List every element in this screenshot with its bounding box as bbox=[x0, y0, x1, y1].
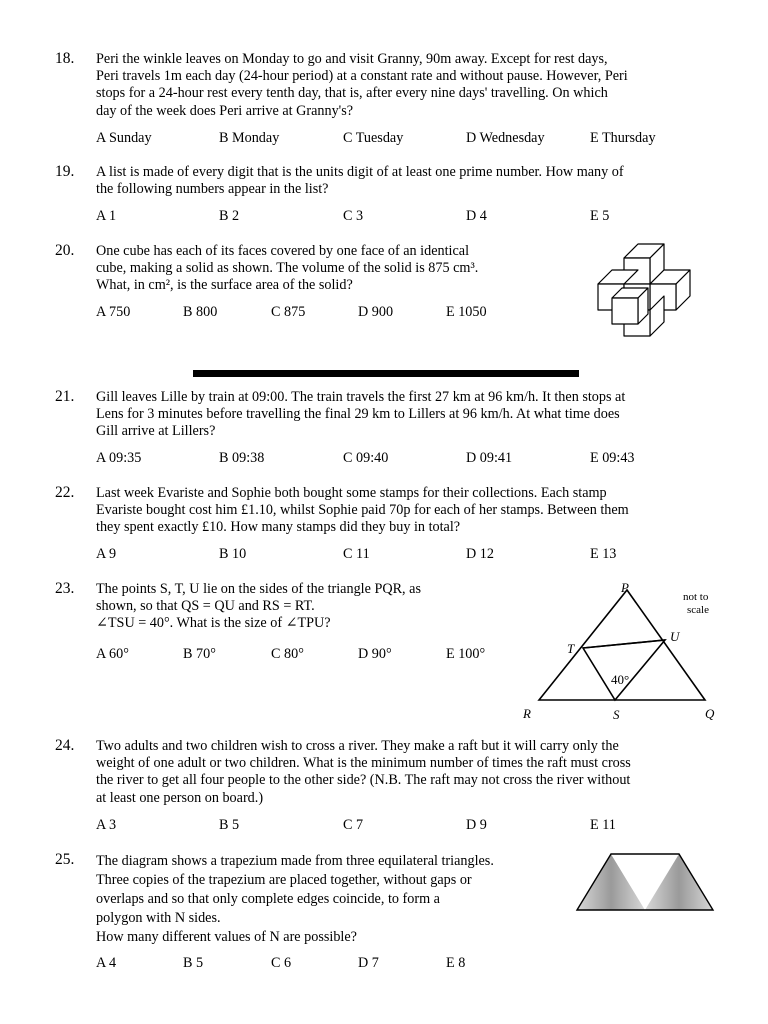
question-number: 20. bbox=[55, 242, 75, 259]
question-text: Last week Evariste and Sophie both bought some stamps for their collections. Each stamp Evariste bought cost him £1.10, whilst Sophie paid 70p for each of her stamps. Between them they spent exactly £10. How many stamps did they buy in total? bbox=[96, 485, 629, 536]
option-c: C 3 bbox=[343, 208, 364, 224]
option-d: D 12 bbox=[466, 546, 494, 562]
option-d: D Wednesday bbox=[466, 130, 545, 146]
triangle-pqr-diagram bbox=[515, 578, 725, 726]
option-d: D 4 bbox=[466, 208, 487, 224]
trapezium-diagram bbox=[575, 850, 720, 915]
option-e: E 1050 bbox=[446, 304, 487, 320]
question-number: 23. bbox=[55, 580, 75, 597]
option-c: C 7 bbox=[343, 817, 364, 833]
question-text: A list is made of every digit that is the units digit of at least one prime number. How many of the following numbers appear in the list? bbox=[96, 164, 624, 198]
option-a: A 750 bbox=[96, 304, 131, 320]
scale-note-line2: scale bbox=[687, 604, 709, 616]
option-e: E 100° bbox=[446, 646, 486, 662]
option-e: E 5 bbox=[590, 208, 610, 224]
option-c: C Tuesday bbox=[343, 130, 404, 146]
option-d: D 9 bbox=[466, 817, 487, 833]
option-c: C 80° bbox=[271, 646, 304, 662]
option-c: C 11 bbox=[343, 546, 370, 562]
option-a: A 3 bbox=[96, 817, 117, 833]
option-b: B 5 bbox=[219, 817, 240, 833]
segment-tu bbox=[583, 640, 665, 648]
option-e: E 11 bbox=[590, 817, 616, 833]
option-c: C 6 bbox=[271, 955, 292, 971]
label-t: T bbox=[567, 641, 575, 656]
option-d: D 900 bbox=[358, 304, 394, 320]
option-b: B 09:38 bbox=[219, 450, 265, 466]
option-a: A 4 bbox=[96, 955, 117, 971]
option-c: C 875 bbox=[271, 304, 306, 320]
label-q: Q bbox=[705, 706, 715, 721]
triangle-tsu bbox=[583, 640, 665, 700]
option-b: B 10 bbox=[219, 546, 247, 562]
option-b: B 5 bbox=[183, 955, 204, 971]
label-r: R bbox=[523, 706, 531, 721]
option-d: D 7 bbox=[358, 955, 379, 971]
question-number: 24. bbox=[55, 737, 75, 754]
question-number: 19. bbox=[55, 163, 75, 180]
option-e: E 13 bbox=[590, 546, 617, 562]
option-c: C 09:40 bbox=[343, 450, 389, 466]
option-a: A Sunday bbox=[96, 130, 152, 146]
option-a: A 60° bbox=[96, 646, 129, 662]
option-b: B 2 bbox=[219, 208, 240, 224]
question-number: 18. bbox=[55, 50, 75, 67]
option-d: D 09:41 bbox=[466, 450, 513, 466]
label-p: P bbox=[621, 580, 629, 595]
section-divider bbox=[193, 370, 579, 377]
angle-label: 40° bbox=[611, 672, 630, 687]
question-text: The points S, T, U lie on the sides of the triangle PQR, as shown, so that QS = QU and RS = RT. ∠TSU = 40°. What is the size of ∠TPU? bbox=[96, 581, 421, 632]
option-a: A 09:35 bbox=[96, 450, 142, 466]
question-number: 25. bbox=[55, 851, 75, 868]
option-e: E Thursday bbox=[590, 130, 656, 146]
question-text: Peri the winkle leaves on Monday to go and visit Granny, 90m away. Except for rest days, Peri travels 1m each day (24-hour period) at a constant rate and without pause. However, Peri stops for a 24-hour rest every tenth day, that is, after every nine days' travelling. On which day of the week does Peri arrive at Granny's? bbox=[96, 51, 628, 119]
option-b: B 800 bbox=[183, 304, 218, 320]
label-s: S bbox=[613, 707, 620, 722]
scale-note-line1: not to bbox=[683, 591, 709, 603]
option-a: A 1 bbox=[96, 208, 117, 224]
question-number: 22. bbox=[55, 484, 75, 501]
question-text: The diagram shows a trapezium made from three equilateral triangles. Three copies of the trapezium are placed together, without gaps or overlaps and so that only complete edges coincide, to form a polygon with N sides. How many different values of N are possible? bbox=[96, 853, 494, 945]
question-text: Gill leaves Lille by train at 09:00. The train travels the first 27 km at 96 km/h. It then stops at Lens for 3 minutes before travelling the final 29 km to Lillers at 96 km/h. At what time does Gill arrive at Lillers? bbox=[96, 389, 626, 440]
question-number: 21. bbox=[55, 388, 75, 405]
option-e: E 09:43 bbox=[590, 450, 635, 466]
option-b: B Monday bbox=[219, 130, 280, 146]
option-b: B 70° bbox=[183, 646, 216, 662]
option-e: E 8 bbox=[446, 955, 466, 971]
option-d: D 90° bbox=[358, 646, 392, 662]
cube-solid-diagram bbox=[584, 240, 714, 355]
option-a: A 9 bbox=[96, 546, 117, 562]
question-text: Two adults and two children wish to cross a river. They make a raft but it will carry only the weight of one adult or two children. What is the minimum number of times the raft must cross the river to get all four people to the other side? (N.B. The raft may not cross the river without at least one person on board.) bbox=[96, 738, 631, 806]
question-text: One cube has each of its faces covered by one face of an identical cube, making a solid as shown. The volume of the solid is 875 cm³. What, in cm², is the surface area of the solid? bbox=[96, 243, 479, 294]
label-u: U bbox=[670, 629, 680, 644]
